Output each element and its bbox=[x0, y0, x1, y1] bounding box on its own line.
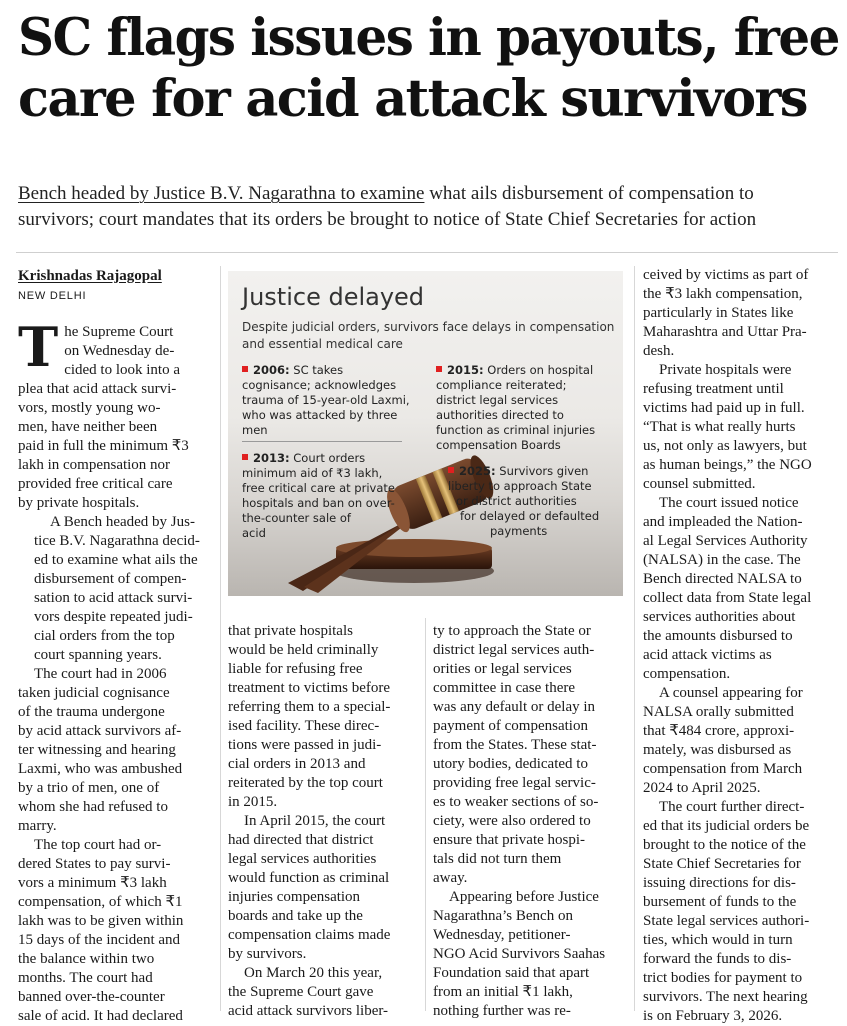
timeline-year: 2015: bbox=[447, 363, 484, 377]
text-line: victims had paid up in full. bbox=[643, 400, 805, 416]
text-line: boards and take up the bbox=[228, 908, 363, 924]
paragraph bbox=[18, 665, 214, 836]
text-line: 2024 to April 2025. bbox=[643, 780, 761, 796]
column-rule bbox=[425, 618, 426, 1011]
text-line: ensure that private hospi- bbox=[433, 832, 586, 848]
text-line: Maharashtra and Uttar Pra- bbox=[643, 324, 807, 340]
timeline-text: free critical care at private bbox=[242, 481, 395, 495]
text-line: In April 2015, the court bbox=[244, 813, 386, 829]
headline-line-2: care for acid attack survivors bbox=[18, 69, 807, 129]
text-line: by survivors. bbox=[228, 946, 307, 962]
text-line: forward the funds to dis- bbox=[643, 951, 792, 967]
text-line: that private hospitals bbox=[228, 623, 353, 639]
timeline-item-2015 bbox=[436, 363, 621, 453]
paragraph bbox=[18, 836, 214, 1026]
text-line: from the States. These stat- bbox=[433, 737, 597, 753]
text-line: by a trio of men, one of bbox=[18, 780, 160, 796]
text-line: A counsel appearing for bbox=[659, 685, 803, 701]
paragraph bbox=[643, 266, 831, 361]
text-line: us, not only as lawyers, but bbox=[643, 438, 807, 454]
text-line: of the trauma undergone bbox=[18, 704, 165, 720]
paragraph bbox=[643, 494, 831, 684]
text-line: 15 days of the incident and bbox=[18, 932, 181, 948]
text-line: brought to the notice of the bbox=[643, 837, 806, 853]
text-line: the balance within two bbox=[18, 951, 155, 967]
text-line: Appearing before Justice bbox=[449, 889, 599, 905]
text-line: by private hospitals. bbox=[18, 495, 140, 511]
timeline-text: function as criminal injuries bbox=[436, 423, 596, 437]
text-line: and impleaded the Nation- bbox=[643, 514, 803, 530]
paragraph bbox=[228, 622, 412, 812]
text-line: vors despite repeated judi- bbox=[34, 609, 193, 625]
text-line: Nagarathna’s Bench on bbox=[433, 908, 573, 924]
graphic-subtitle-line: Despite judicial orders, survivors face delays in compensation bbox=[242, 320, 615, 334]
text-line: On March 20 this year, bbox=[244, 965, 383, 981]
timeline-text: cognisance; acknowledges bbox=[242, 378, 397, 392]
dateline: NEW DELHI bbox=[18, 290, 87, 302]
column-rule bbox=[634, 266, 635, 1011]
deck-line-2: survivors; court mandates that its orders be brought to notice of State Chief Secretaries for action bbox=[18, 209, 757, 230]
timeline-text: compensation Boards bbox=[436, 438, 561, 452]
deck bbox=[18, 181, 838, 233]
text-line: by acid attack survivors af- bbox=[18, 723, 182, 739]
text-line: issuing directions for dis- bbox=[643, 875, 796, 891]
text-line: whom she had refused to bbox=[18, 799, 168, 815]
header-rule bbox=[16, 252, 838, 253]
text-line: vors a minimum ₹3 lakh bbox=[18, 875, 167, 891]
text-line: compensation claims made bbox=[228, 927, 391, 943]
text-line: services authorities about bbox=[643, 609, 796, 625]
text-line: would function as criminal bbox=[228, 870, 390, 886]
text-line: cial orders from the top bbox=[34, 628, 175, 644]
text-line: men, have neither been bbox=[18, 419, 158, 435]
text-line: sation to acid attack survi- bbox=[34, 590, 193, 606]
text-line: ed that its judicial orders be bbox=[643, 818, 810, 834]
text-line: court spanning years. bbox=[34, 647, 162, 663]
text-line: ised facility. These direc- bbox=[228, 718, 380, 734]
red-square-icon bbox=[436, 366, 442, 372]
text-line: (NALSA) in the case. The bbox=[643, 552, 801, 568]
text-line: treatment to victims before bbox=[228, 680, 391, 696]
paragraph bbox=[643, 361, 831, 494]
text-line: paid in full the minimum ₹3 bbox=[18, 438, 189, 454]
timeline-text: for delayed or defaulted bbox=[460, 509, 600, 523]
timeline-text: district legal services bbox=[436, 393, 559, 407]
timeline-text: payments bbox=[490, 524, 548, 538]
text-line: The top court had or- bbox=[34, 837, 162, 853]
text-line: collect data from State legal bbox=[643, 590, 812, 606]
text-line: counsel submitted. bbox=[643, 476, 756, 492]
text-line: liable for refusing free bbox=[228, 661, 363, 677]
text-line: ty to approach the State or bbox=[433, 623, 591, 639]
article-column-4 bbox=[643, 266, 831, 1026]
text-line: in 2015. bbox=[228, 794, 278, 810]
text-line: survivors. The next hearing bbox=[643, 989, 808, 1005]
headline bbox=[18, 8, 838, 130]
text-line: he Supreme Court bbox=[64, 324, 174, 340]
text-line: taken judicial cognisance bbox=[18, 685, 170, 701]
text-line: tals did not turn them bbox=[433, 851, 562, 867]
timeline-year: 2013: bbox=[253, 451, 290, 465]
text-line: marry. bbox=[18, 818, 57, 834]
text-line: months. The court had bbox=[18, 970, 153, 986]
text-line: compensation. bbox=[643, 666, 731, 682]
timeline-year: 2006: bbox=[253, 363, 290, 377]
red-square-icon bbox=[242, 454, 248, 460]
text-line: cided to look into a bbox=[64, 362, 180, 378]
timeline-text: acid bbox=[242, 526, 266, 540]
column-rule bbox=[220, 266, 221, 1011]
text-line: State legal services authori- bbox=[643, 913, 810, 929]
text-line: the ₹3 lakh compensation, bbox=[643, 286, 803, 302]
timeline-item-2013 bbox=[242, 451, 422, 541]
justice-delayed-graphic bbox=[228, 271, 623, 596]
text-line: district legal services auth- bbox=[433, 642, 595, 658]
text-line: committee in case there bbox=[433, 680, 576, 696]
headline-line-1: SC flags issues in payouts, free bbox=[18, 8, 839, 68]
text-line: Bench directed NALSA to bbox=[643, 571, 802, 587]
timeline-item-2025 bbox=[448, 464, 620, 539]
red-square-icon bbox=[242, 366, 248, 372]
red-square-icon bbox=[448, 467, 454, 473]
text-line: Private hospitals were bbox=[659, 362, 792, 378]
text-line: es to weaker sections of so- bbox=[433, 794, 599, 810]
text-line: Laxmi, who was ambushed bbox=[18, 761, 183, 777]
timeline-text: authorities directed to bbox=[436, 408, 564, 422]
text-line: NALSA orally submitted bbox=[643, 704, 794, 720]
paragraph bbox=[228, 964, 412, 1021]
byline: Krishnadas Rajagopal bbox=[18, 268, 162, 284]
text-line: desh. bbox=[643, 343, 675, 359]
paragraph bbox=[18, 315, 214, 513]
text-line: al Legal Services Authority bbox=[643, 533, 808, 549]
timeline-text: SC takes bbox=[293, 363, 344, 377]
timeline-text: Court orders bbox=[293, 451, 366, 465]
text-line: refusing treatment until bbox=[643, 381, 784, 397]
text-line: tice B.V. Nagarathna decid- bbox=[34, 533, 200, 549]
text-line: mately, was disbursed as bbox=[643, 742, 792, 758]
text-line: lakh in compensation nor bbox=[18, 457, 171, 473]
timeline-text: men bbox=[242, 423, 268, 437]
text-line: dered States to pay survi- bbox=[18, 856, 171, 872]
text-line: The court had in 2006 bbox=[34, 666, 167, 682]
text-line: bursement of funds to the bbox=[643, 894, 797, 910]
text-line: would be held criminally bbox=[228, 642, 379, 658]
text-line: acid attack victims as bbox=[643, 647, 772, 663]
timeline-item-2006 bbox=[242, 363, 422, 438]
text-line: payment of compensation bbox=[433, 718, 588, 734]
text-line: tions were passed in judi- bbox=[228, 737, 382, 753]
text-line: ed to examine what ails the bbox=[34, 552, 198, 568]
text-line: sale of acid. It had declared bbox=[18, 1008, 183, 1024]
article-column-3 bbox=[433, 622, 623, 1021]
timeline-text: compliance reiterated; bbox=[436, 378, 567, 392]
text-line: utory bodies, dedicated to bbox=[433, 756, 588, 772]
drop-cap: T bbox=[18, 315, 59, 379]
text-line: away. bbox=[433, 870, 468, 886]
timeline-text: or district authorities bbox=[456, 494, 577, 508]
text-line: banned over-the-counter bbox=[18, 989, 165, 1005]
text-line: compensation, of which ₹1 bbox=[18, 894, 183, 910]
text-line: had directed that district bbox=[228, 832, 374, 848]
timeline-text: trauma of 15-year-old Laxmi, bbox=[242, 393, 410, 407]
text-line: trict bodies for payment to bbox=[643, 970, 803, 986]
timeline-text: the-counter sale of bbox=[242, 511, 351, 525]
timeline-text: Orders on hospital bbox=[487, 363, 594, 377]
text-line: as human beings,” the NGO bbox=[643, 457, 812, 473]
paragraph bbox=[18, 513, 214, 665]
text-line: Wednesday, petitioner- bbox=[433, 927, 571, 943]
text-line: vors, mostly young wo- bbox=[18, 400, 161, 416]
text-line: State Chief Secretaries for bbox=[643, 856, 801, 872]
text-line: compensation from March bbox=[643, 761, 803, 777]
deck-underlined: Bench headed by Justice B.V. Nagarathna to examine bbox=[18, 183, 425, 204]
text-line: disbursement of compen- bbox=[34, 571, 187, 587]
text-line: cial orders in 2013 and bbox=[228, 756, 366, 772]
text-line: orities or legal services bbox=[433, 661, 572, 677]
text-line: referring them to a special- bbox=[228, 699, 391, 715]
paragraph bbox=[433, 888, 623, 1021]
text-line: is on February 3, 2026. bbox=[643, 1008, 783, 1024]
text-line: reiterated by the top court bbox=[228, 775, 383, 791]
text-line: The court issued notice bbox=[659, 495, 799, 511]
text-line: ter witnessing and hearing bbox=[18, 742, 176, 758]
text-line: NGO Acid Survivors Saahas bbox=[433, 946, 606, 962]
text-line: provided free critical care bbox=[18, 476, 173, 492]
timeline-text: liberty to approach State bbox=[448, 479, 592, 493]
text-line: acid attack survivors liber- bbox=[228, 1003, 389, 1019]
graphic-divider bbox=[242, 441, 402, 442]
text-line: A Bench headed by Jus- bbox=[50, 514, 195, 530]
text-line: lakh was to be given within bbox=[18, 913, 184, 929]
deck-line1-rest: what ails disbursement of compensation to bbox=[424, 183, 754, 204]
text-line: ties, which would in turn bbox=[643, 932, 793, 948]
text-line: that ₹484 crore, approxi- bbox=[643, 723, 795, 739]
article-column-2 bbox=[228, 622, 412, 1021]
paragraph bbox=[433, 622, 623, 888]
text-line: ceived by victims as part of bbox=[643, 267, 809, 283]
text-line: ciety, were also ordered to bbox=[433, 813, 591, 829]
text-line: legal services authorities bbox=[228, 851, 377, 867]
text-line: “That is what really hurts bbox=[643, 419, 796, 435]
text-line: The court further direct- bbox=[659, 799, 805, 815]
timeline-text: who was attacked by three bbox=[242, 408, 398, 422]
text-line: nothing further was re- bbox=[433, 1003, 571, 1019]
paragraph bbox=[643, 684, 831, 798]
text-line: providing free legal servic- bbox=[433, 775, 596, 791]
text-line: from an initial ₹1 lakh, bbox=[433, 984, 573, 1000]
paragraph bbox=[228, 812, 412, 964]
timeline-year: 2025: bbox=[459, 464, 496, 478]
graphic-subtitle-line: and essential medical care bbox=[242, 337, 403, 351]
paragraph bbox=[643, 798, 831, 1026]
text-line: on Wednesday de- bbox=[64, 343, 175, 359]
text-line: plea that acid attack survi- bbox=[18, 381, 177, 397]
text-line: particularly in States like bbox=[643, 305, 794, 321]
graphic-title: Justice delayed bbox=[242, 283, 425, 311]
text-line: the amounts disbursed to bbox=[643, 628, 793, 644]
timeline-text: hospitals and ban on over- bbox=[242, 496, 395, 510]
text-line: was any default or delay in bbox=[433, 699, 596, 715]
graphic-subtitle bbox=[242, 319, 615, 353]
timeline-text: Survivors given bbox=[499, 464, 589, 478]
text-line: Foundation said that apart bbox=[433, 965, 590, 981]
article-column-1 bbox=[18, 315, 214, 1026]
text-line: the Supreme Court gave bbox=[228, 984, 374, 1000]
text-line: injuries compensation bbox=[228, 889, 361, 905]
timeline-text: minimum aid of ₹3 lakh, bbox=[242, 466, 383, 480]
